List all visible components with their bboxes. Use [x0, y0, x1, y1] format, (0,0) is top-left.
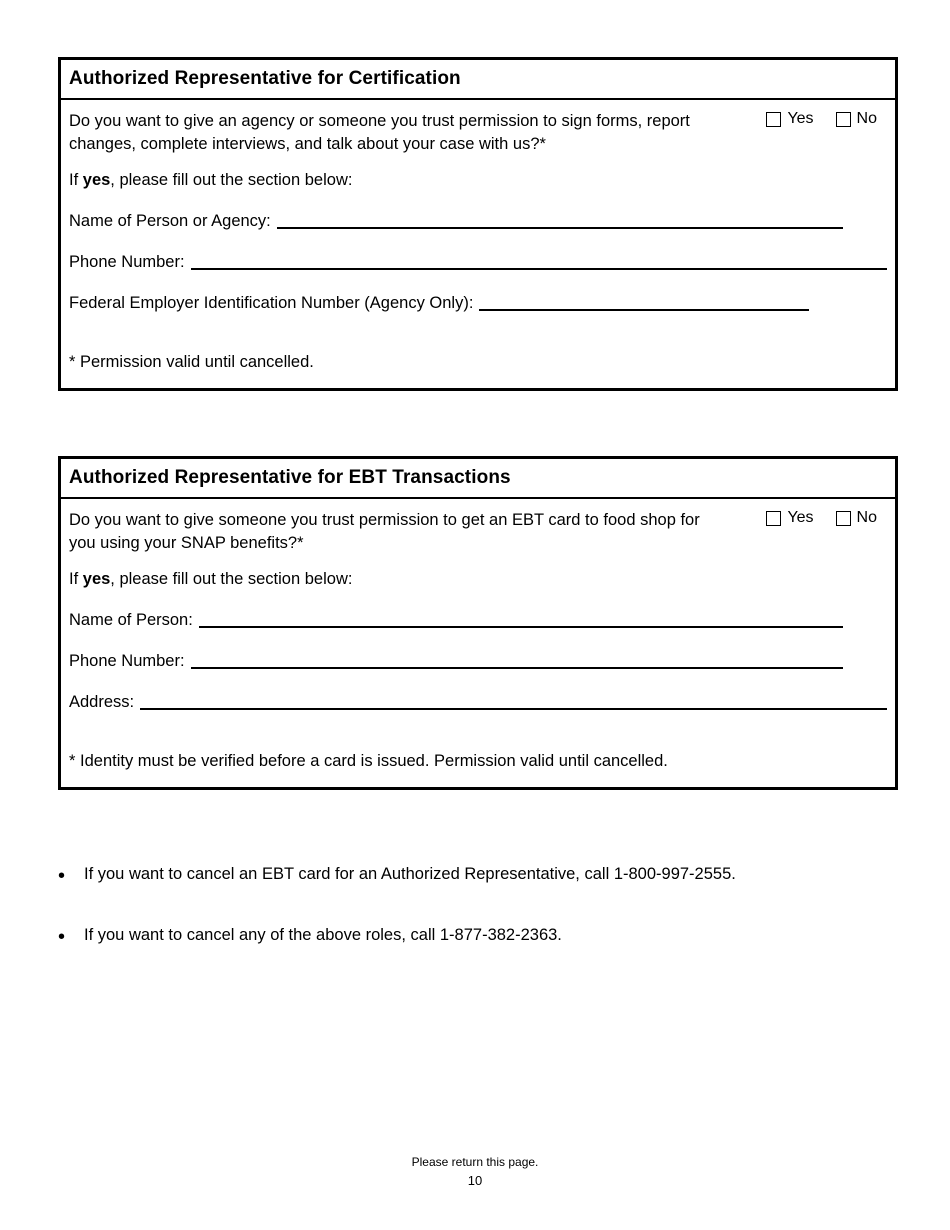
section-body-ebt: [61, 499, 895, 783]
field-label-phone-number-certification: Phone Number:: [69, 252, 185, 271]
field-name-of-person-ebt[interactable]: [69, 611, 887, 630]
field-input-address-ebt[interactable]: [140, 696, 887, 710]
section-title-certification: Authorized Representative for Certification: [61, 60, 895, 100]
section-title-ebt: Authorized Representative for EBT Transactions: [61, 459, 895, 499]
list-item: [58, 865, 898, 886]
field-label-name-of-person-or-agency: Name of Person or Agency:: [69, 211, 271, 230]
field-input-federal-employer-id-number[interactable]: [479, 297, 809, 311]
field-input-name-of-person-ebt[interactable]: [199, 614, 843, 628]
checkbox-no-ebt[interactable]: [836, 511, 851, 526]
instruction-certification: [69, 171, 887, 190]
instruction-suffix-ebt: , please fill out the section below:: [110, 569, 353, 588]
footnote-ebt: * Identity must be verified before a card is issued. Permission valid until cancelled.: [69, 752, 668, 770]
checkbox-yes-ebt[interactable]: [766, 511, 781, 526]
instruction-prefix-ebt: If: [69, 569, 83, 588]
bullet-icon: •: [58, 926, 66, 948]
footnote-certification: * Permission valid until cancelled.: [69, 353, 314, 371]
section-body-certification: [61, 100, 895, 384]
checkbox-no-certification[interactable]: [836, 112, 851, 127]
field-name-of-person-or-agency[interactable]: [69, 212, 887, 231]
page-number: 10: [467, 1172, 483, 1188]
question-text-certification: Do you want to give an agency or someone you trust permission to sign forms, report changes, complete interviews, and talk about your case with us?*: [69, 112, 690, 154]
field-phone-number-ebt[interactable]: [69, 652, 887, 671]
list-item-text: If you want to cancel an EBT card for an Authorized Representative, call 1-800-997-2555.: [84, 865, 736, 883]
checkbox-label-yes-ebt: Yes: [787, 509, 814, 526]
checkbox-label-no-certification: No: [856, 110, 877, 127]
checkbox-group-ebt: [766, 509, 877, 527]
section-authorized-rep-certification: [58, 57, 898, 391]
checkbox-label-no-ebt: No: [856, 509, 877, 526]
field-phone-number-certification[interactable]: [69, 253, 887, 272]
footer-note: Please return this page.: [411, 1154, 539, 1169]
checkbox-option-yes-certification[interactable]: [766, 110, 813, 128]
bullet-icon: •: [58, 865, 66, 887]
field-input-phone-number-certification[interactable]: [191, 256, 887, 270]
field-address-ebt[interactable]: [69, 693, 887, 712]
page-footer: [0, 1153, 950, 1191]
checkbox-group-certification: [766, 110, 877, 128]
checkbox-option-yes-ebt[interactable]: [766, 509, 813, 527]
field-label-address-ebt: Address:: [69, 692, 135, 711]
instruction-bold-certification: yes: [82, 170, 111, 189]
instruction-ebt: [69, 570, 887, 589]
section-authorized-rep-ebt: [58, 456, 898, 790]
instruction-bold-ebt: yes: [82, 569, 111, 588]
checkbox-label-yes-certification: Yes: [787, 110, 814, 127]
checkbox-yes-certification[interactable]: [766, 112, 781, 127]
field-label-phone-number-ebt: Phone Number:: [69, 651, 185, 670]
checkbox-option-no-ebt[interactable]: [836, 509, 877, 527]
instruction-suffix-certification: , please fill out the section below:: [110, 170, 353, 189]
list-item: [58, 926, 898, 947]
field-input-name-of-person-or-agency[interactable]: [277, 215, 843, 229]
question-text-ebt: Do you want to give someone you trust permission to get an EBT card to food shop for you using your SNAP benefits?*: [69, 511, 700, 553]
list-item-text: If you want to cancel any of the above roles, call 1-877-382-2363.: [84, 926, 562, 944]
checkbox-option-no-certification[interactable]: [836, 110, 877, 128]
field-label-name-of-person-ebt: Name of Person:: [69, 610, 193, 629]
field-federal-employer-id-number[interactable]: [69, 294, 887, 313]
field-label-federal-employer-id-number: Federal Employer Identification Number (Agency Only):: [69, 293, 474, 312]
instruction-prefix-certification: If: [69, 170, 83, 189]
cancellation-notes-list: [58, 865, 898, 987]
field-input-phone-number-ebt[interactable]: [191, 655, 843, 669]
